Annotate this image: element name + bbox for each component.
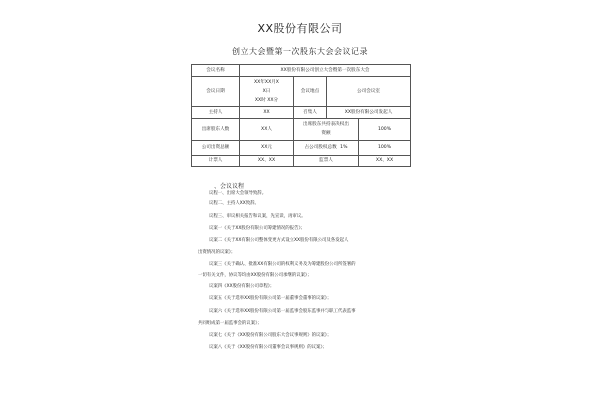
supervisor-label: 监票人 <box>294 156 359 167</box>
meeting-date-line: XX年XX月X <box>254 79 279 85</box>
recorder-value: XX、XX <box>240 156 294 167</box>
agenda-heading: 、会议议程 <box>214 183 245 190</box>
capital-ratio-label-text: 占公司股权总数 <box>304 145 337 150</box>
voting-shares-label-line: 资额 <box>321 131 331 136</box>
meeting-name-label: 会议名称 <box>192 65 240 77</box>
convener-label: 召集人 <box>294 107 327 119</box>
meeting-date-line: X日 <box>262 88 271 94</box>
host-value: XX <box>240 107 294 119</box>
agenda-item: 议案一《关于XX股份有限公司筹建情况的报告》； <box>209 226 306 231</box>
recorder-label: 计票人 <box>192 156 240 167</box>
document-subtitle: 创立大会暨第一次股东大会会议记录 <box>232 47 368 56</box>
agenda-item: 议案四《XX股份有限公司章程》； <box>209 284 275 289</box>
capital-ratio-pct: 1% <box>340 145 348 150</box>
agenda-item: 一切有关文件，协议等均由XX股份有限公司承继的议案》； <box>198 273 312 278</box>
meeting-place-value: 公司会议室 <box>327 77 411 107</box>
agenda-item: 议案二《关于XX有限公司整体变更方式设立XX股份有限公司及各发起人 <box>209 238 349 243</box>
convener-value: XX股份有限公司发起人 <box>327 107 411 119</box>
agenda-item: 议案六《关于选举XX股份有限公司第一届监事会股东监事并与职工代表监事 <box>209 309 356 314</box>
meeting-name-value: XX股份有限公司创立大会暨第一次股东大会 <box>240 65 411 77</box>
capital-value: XX元 <box>240 141 294 156</box>
meeting-place-label: 会议地点 <box>294 77 327 107</box>
voting-shares-label-line: 出席股东共持表决权出 <box>303 122 349 127</box>
agenda-item: 议案三《关于确认、批准XX有限公司的权利义务及为筹建股份公司所签署的 <box>209 262 356 267</box>
host-label: 主持人 <box>192 107 240 119</box>
agenda-item: 议程二、主持人XX致辞。 <box>209 201 259 206</box>
agenda-item: 议案八《关于《XX股份有限公司董事会议事规则》的议案》； <box>209 345 327 350</box>
agenda-item: 议程三、审议相关报告和议案，先宣读，再审议。 <box>209 214 306 219</box>
document-title: XX股份有限公司 <box>257 22 343 35</box>
meeting-date-line: XX时 XX分 <box>254 97 279 103</box>
voting-shares-value: 100% <box>359 119 411 141</box>
capital-ratio-value: 100% <box>359 141 411 156</box>
agenda-item: 出资情况的议案》； <box>198 250 236 255</box>
agenda-item: 议案七《关于《XX股份有限公司股东大会议事规则》的议案》； <box>209 333 332 338</box>
agenda-item: 共同组成第一届监事会的议案》； <box>198 321 262 326</box>
supervisor-value: XX、XX <box>359 156 411 167</box>
meeting-date-label: 会议日期 <box>192 77 240 107</box>
attending-label: 出席股东人数 <box>192 119 240 141</box>
capital-label: 公司出资总额 <box>192 141 240 156</box>
agenda-item: 议程一、出席大会领导致辞。 <box>209 191 267 196</box>
attending-value: XX人 <box>240 119 294 141</box>
agenda-item: 议案五《关于选举XX股份有限公司第一届董事会董事的议案》； <box>209 296 332 301</box>
